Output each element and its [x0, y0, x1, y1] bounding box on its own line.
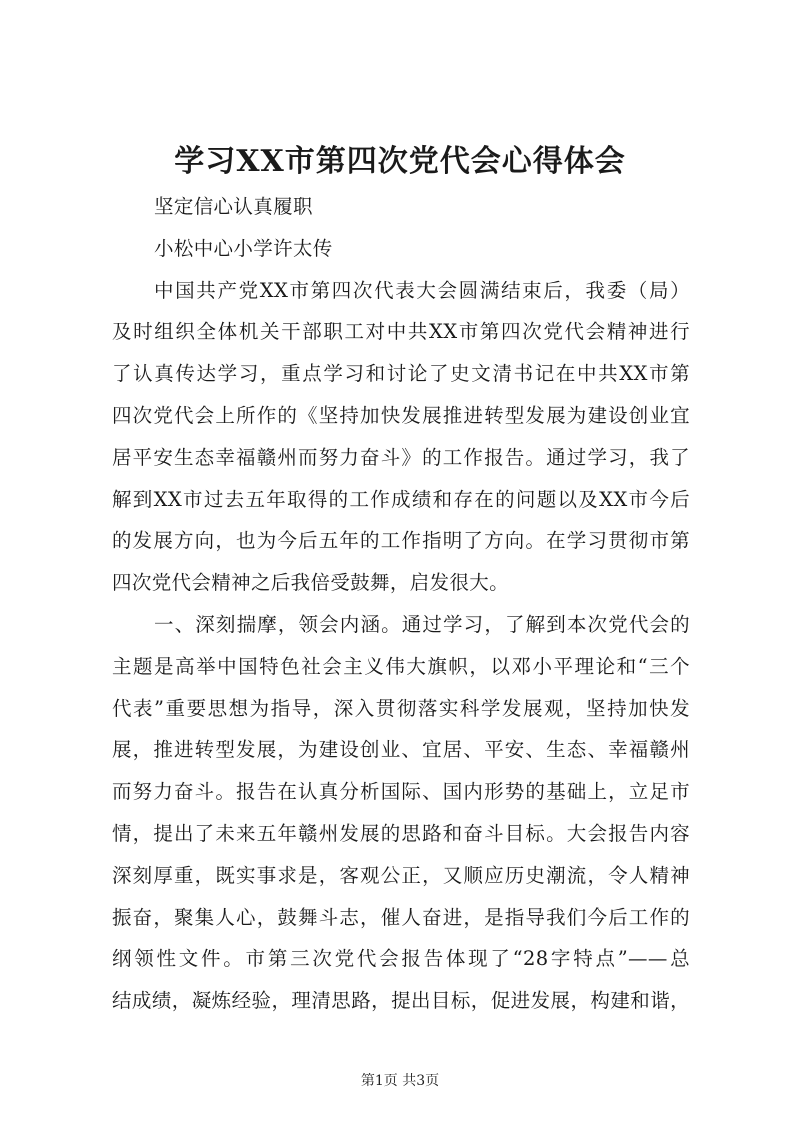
paragraph-line: 中国共产党XX市第四次代表大会圆满结束后，我委（局） [154, 278, 690, 302]
paragraph-line: 一、深刻揣摩，领会内涵。通过学习，了解到本次党代会的 [154, 612, 690, 636]
paragraph-1 [112, 270, 690, 604]
paragraph-line: 振奋，聚集人心，鼓舞斗志，催人奋进，是指导我们今后工作的 [112, 905, 690, 929]
document-title: 学习XX市第四次党代会心得体会 [174, 144, 626, 179]
document-body [112, 186, 690, 1022]
paragraph-line: 四次党代会精神之后我倍受鼓舞，启发很大。 [112, 571, 510, 595]
paragraph-line: 展，推进转型发展，为建设创业、宜居、平安、生态、幸福赣州 [112, 738, 690, 762]
paragraph-line: 纲领性文件。市第三次党代会报告体现了“28字特点”——总 [112, 947, 690, 971]
author-line: 小松中心小学许太传 [154, 236, 333, 260]
paragraph-line: 居平安生态幸福赣州而努力奋斗》的工作报告。通过学习，我了 [112, 445, 690, 469]
paragraph-line: 了认真传达学习，重点学习和讨论了史文清书记在中共XX市第 [112, 362, 690, 386]
paragraph-line: 深刻厚重，既实事求是，客观公正，又顺应历史潮流，令人精神 [112, 863, 690, 887]
paragraph-line: 主题是高举中国特色社会主义伟大旗帜，以邓小平理论和“三个 [112, 654, 690, 678]
subtitle-line: 坚定信心认真履职 [154, 195, 313, 218]
paragraph-2 [112, 604, 690, 1022]
paragraph-line: 的发展方向，也为今后五年的工作指明了方向。在学习贯彻市第 [112, 529, 690, 553]
paragraph-line: 四次党代会上所作的《坚持加快发展推进转型发展为建设创业宜 [112, 403, 690, 427]
page-footer: 第1页 共3页 [360, 1073, 440, 1089]
paragraph-line: 及时组织全体机关干部职工对中共XX市第四次党代会精神进行 [112, 320, 690, 344]
paragraph-line: 代表”重要思想为指导，深入贯彻落实科学发展观，坚持加快发 [112, 696, 690, 720]
paragraph-line: 情，提出了未来五年赣州发展的思路和奋斗目标。大会报告内容 [112, 821, 690, 845]
paragraph-line: 结成绩，凝炼经验，理清思路，提出目标，促进发展，构建和谐， [112, 989, 690, 1013]
paragraph-line: 而努力奋斗。报告在认真分析国际、国内形势的基础上，立足市 [112, 780, 690, 804]
paragraph-line: 解到XX市过去五年取得的工作成绩和存在的问题以及XX市今后 [112, 487, 690, 511]
